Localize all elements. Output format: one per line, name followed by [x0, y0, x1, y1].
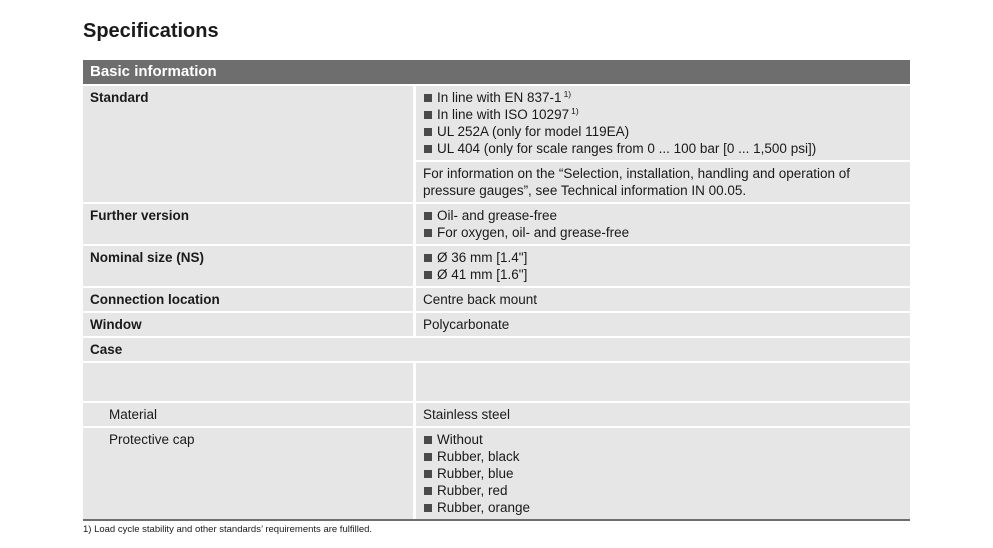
row-value-material: Stainless steel — [416, 403, 910, 426]
list-item: Rubber, orange — [423, 499, 903, 516]
row-value-protective-cap — [416, 428, 910, 519]
section-header-basic-information: Basic information — [83, 60, 910, 84]
row-label-connection-location: Connection location — [83, 288, 413, 311]
list-item: Rubber, black — [423, 448, 903, 465]
square-bullet-icon — [424, 271, 432, 279]
square-bullet-icon — [424, 453, 432, 461]
list-item: For oxygen, oil- and grease-free — [423, 224, 903, 241]
square-bullet-icon — [424, 436, 432, 444]
square-bullet-icon — [424, 487, 432, 495]
row-case — [83, 338, 910, 361]
square-bullet-icon — [424, 504, 432, 512]
footnote-ref: 1) — [571, 106, 579, 116]
list-item: Without — [423, 431, 903, 448]
list-item: Ø 36 mm [1.4"] — [423, 249, 903, 266]
row-value-connection-location: Centre back mount — [416, 288, 910, 311]
page-title: Specifications — [83, 20, 219, 42]
empty-cell — [83, 363, 413, 401]
list-item: Rubber, blue — [423, 465, 903, 482]
standard-note: For information on the “Selection, installation, handling and operation of pressure gauges”, see Technical information IN 00.05. — [416, 162, 910, 202]
footnote-ref: 1) — [563, 89, 572, 99]
row-value-window: Polycarbonate — [416, 313, 910, 336]
list-item: In line with EN 837-1 $^{1)}$ — [423, 89, 903, 106]
row-value-further-version — [416, 204, 910, 244]
row-label-window: Window — [83, 313, 413, 336]
row-window — [83, 313, 910, 336]
list-item: Rubber, red — [423, 482, 903, 499]
standard-list — [423, 89, 903, 157]
square-bullet-icon — [424, 254, 432, 262]
row-standard — [83, 86, 910, 202]
row-nominal-size — [83, 246, 910, 286]
row-label-nominal-size: Nominal size (NS) — [83, 246, 413, 286]
square-bullet-icon — [424, 111, 432, 119]
standard-list-cell — [416, 86, 910, 160]
row-empty — [83, 363, 910, 401]
square-bullet-icon — [424, 145, 432, 153]
row-label-further-version: Further version — [83, 204, 413, 244]
row-protective-cap — [83, 428, 910, 519]
row-label-standard: Standard — [83, 86, 413, 202]
list-item: UL 404 (only for scale ranges from 0 ... 100 bar [0 ... 1,500 psi]) — [423, 140, 903, 157]
square-bullet-icon — [424, 470, 432, 478]
row-further-version — [83, 204, 910, 244]
list-item: UL 252A (only for model 119EA) — [423, 123, 903, 140]
square-bullet-icon — [424, 94, 432, 102]
specifications-table — [83, 60, 910, 521]
list-item: Oil- and grease-free — [423, 207, 903, 224]
row-label-material: Material — [83, 403, 413, 426]
square-bullet-icon — [424, 212, 432, 220]
row-connection-location — [83, 288, 910, 311]
empty-cell — [416, 363, 910, 401]
row-value-nominal-size — [416, 246, 910, 286]
row-label-case: Case — [83, 338, 910, 361]
row-label-protective-cap: Protective cap — [83, 428, 413, 519]
list-item: In line with ISO 10297 $^{1)}$ — [423, 106, 903, 123]
square-bullet-icon — [424, 128, 432, 136]
square-bullet-icon — [424, 229, 432, 237]
list-item: Ø 41 mm [1.6"] — [423, 266, 903, 283]
footnote: 1) Load cycle stability and other standards’ requirements are fulfilled. — [83, 524, 373, 535]
row-value-standard — [416, 86, 910, 202]
row-material — [83, 403, 910, 426]
